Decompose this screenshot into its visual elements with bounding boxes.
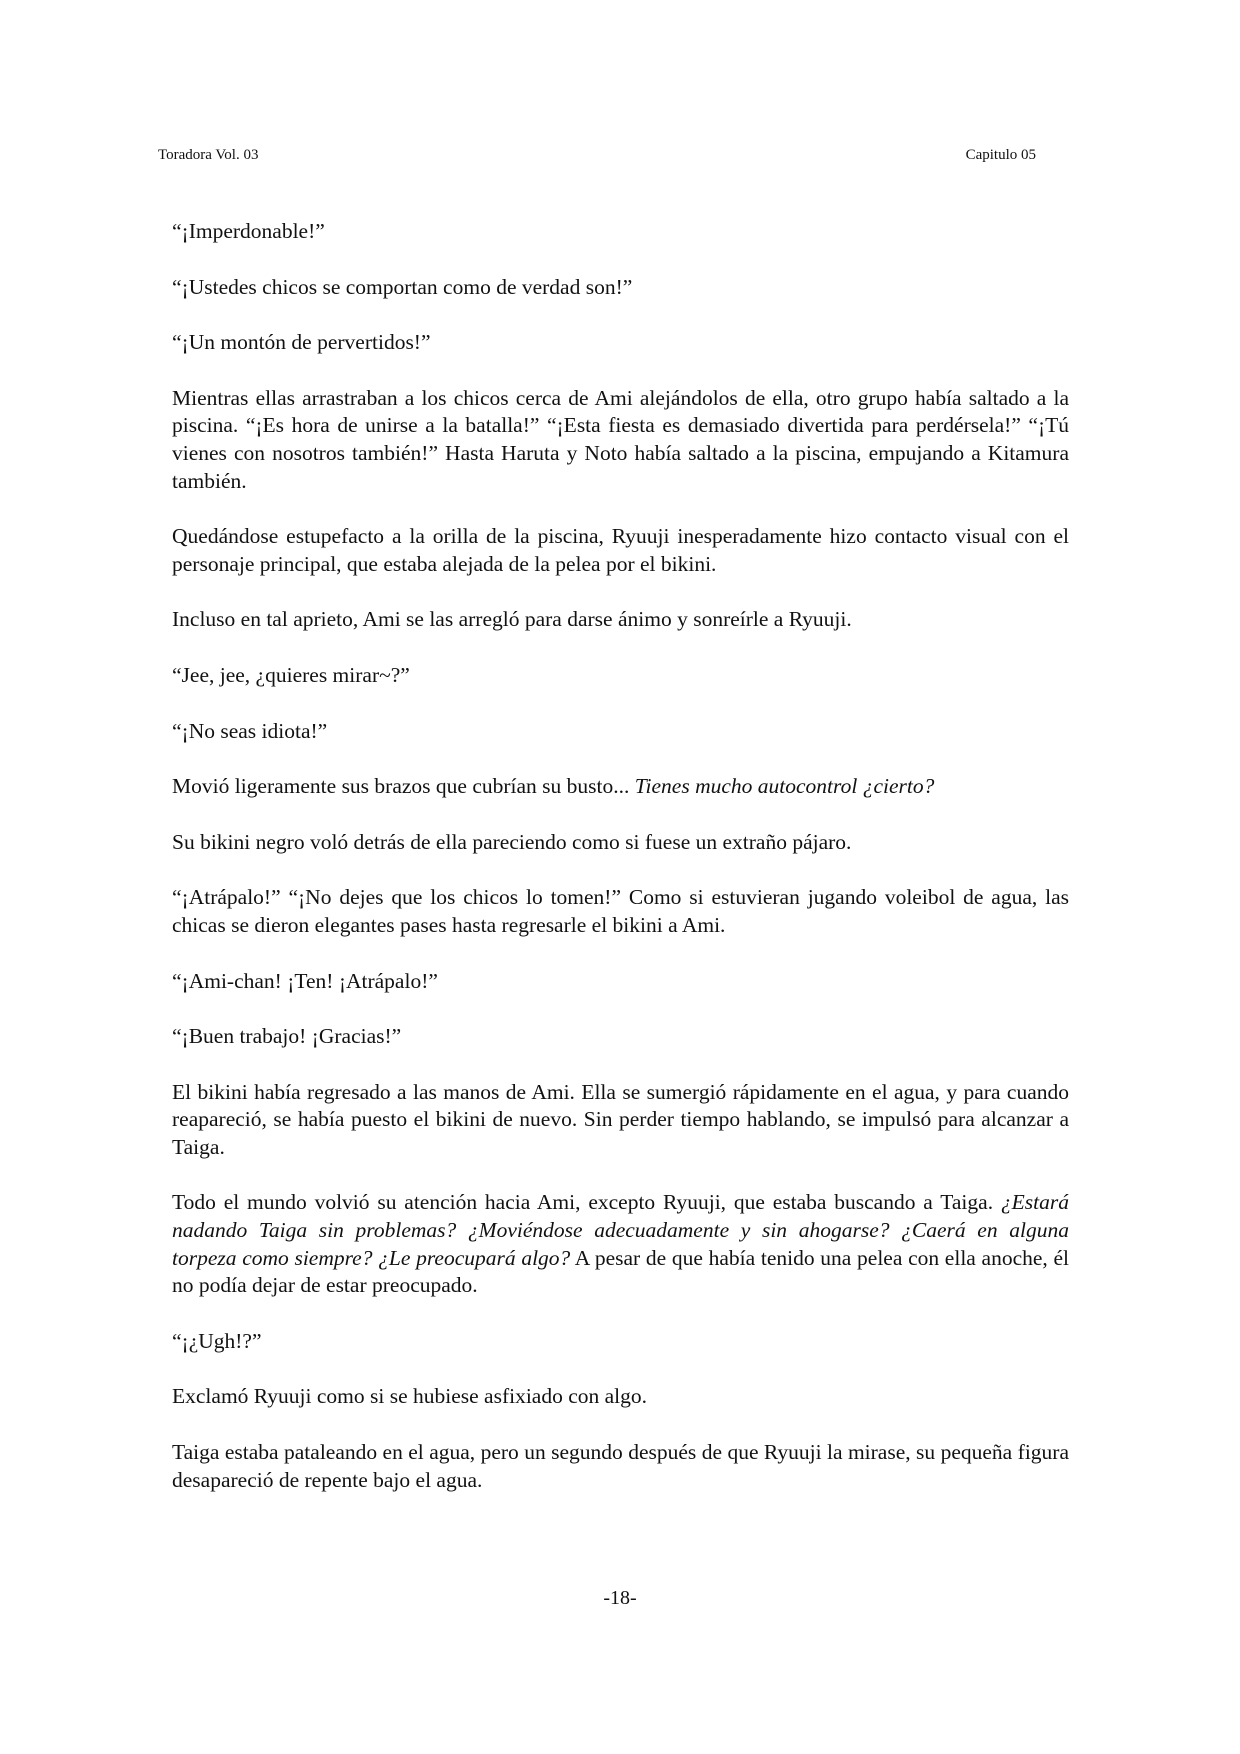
text-run: Incluso en tal aprieto, Ami se las arregló para darse ánimo y sonreírle a Ryuuji. [172, 607, 852, 632]
text-run: Quedándose estupefacto a la orilla de la piscina, Ryuuji inesperadamente hizo contacto visual con el personaje principal, que estaba alejada de la pelea por el bikini. [172, 524, 1069, 576]
text-run: “¡Atrápalo!” “¡No dejes que los chicos lo tomen!” Como si estuvieran jugando voleibol de agua, las chicas se dieron elegantes pases hasta regresarle el bikini a Ami. [172, 885, 1069, 937]
body-text [172, 218, 1069, 1522]
paragraph [172, 1439, 1069, 1494]
paragraph [172, 523, 1069, 578]
text-run: El bikini había regresado a las manos de Ami. Ella se sumergió rápidamente en el agua, y para cuando reapareció, se había puesto el bikini de nuevo. Sin perder tiempo hablando, se impulsó para alcanzar a Taiga. [172, 1079, 1069, 1159]
running-header [158, 146, 1036, 164]
header-book-title: Toradora Vol. 03 [158, 147, 259, 163]
text-run: “Jee, jee, ¿quieres mirar~?” [172, 662, 410, 687]
text-run: “¡No seas idiota!” [172, 718, 328, 743]
paragraph [172, 1023, 1069, 1051]
paragraph [172, 718, 1069, 746]
text-run: Taiga estaba pataleando en el agua, pero un segundo después de que Ryuuji la mirase, su pequeña figura desapareció de repente bajo el agua. [172, 1440, 1069, 1492]
italic-text: ¿Estará nadando Taiga sin problemas? ¿Moviéndose adecuadamente y sin ahogarse? ¿Caerá en alguna torpeza como siempre? ¿Le preocupará algo? [172, 1190, 1069, 1270]
text-run: “¡Ami-chan! ¡Ten! ¡Atrápalo!” [172, 968, 438, 993]
paragraph [172, 606, 1069, 634]
text-run: Mientras ellas arrastraban a los chicos cerca de Ami alejándolos de ella, otro grupo había saltado a la piscina. “¡Es hora de unirse a la batalla!” “¡Esta fiesta es demasiado divertida para perdérsela!” “¡Tú vienes con nosotros también!” Hasta Haruta y Noto había saltado a la piscina, empujando a Kitamura también. [172, 385, 1069, 493]
text-run: Todo el mundo volvió su atención hacia Ami, excepto Ryuuji, que estaba buscando a Taiga. [172, 1190, 1001, 1215]
text-run: Movió ligeramente sus brazos que cubrían su busto... [172, 774, 635, 799]
italic-text: Tienes mucho autocontrol ¿cierto? [634, 774, 935, 799]
text-run: Exclamó Ryuuji como si se hubiese asfixiado con algo. [172, 1384, 648, 1409]
paragraph [172, 968, 1069, 996]
text-run: Su bikini negro voló detrás de ella pareciendo como si fuese un extraño pájaro. [172, 829, 852, 854]
paragraph [172, 884, 1069, 939]
header-chapter: Capitulo 05 [965, 147, 1036, 163]
text-run: A pesar de que había tenido una pelea con ella anoche, él no podía dejar de estar preocupado. [172, 1245, 1069, 1298]
paragraph [172, 274, 1069, 302]
paragraph [172, 1189, 1069, 1299]
paragraph [172, 329, 1069, 357]
page-number: -18- [603, 1587, 637, 1609]
text-run: “¡Ustedes chicos se comportan como de verdad son!” [172, 274, 633, 299]
paragraph [172, 662, 1069, 690]
paragraph [172, 1328, 1069, 1356]
text-run: “¡¿Ugh!?” [172, 1328, 262, 1353]
paragraph [172, 218, 1069, 246]
paragraph [172, 829, 1069, 857]
paragraph [172, 1383, 1069, 1411]
paragraph [172, 385, 1069, 495]
text-run: “¡Imperdonable!” [172, 219, 325, 243]
text-run: “¡Un montón de pervertidos!” [172, 330, 431, 355]
text-run: “¡Buen trabajo! ¡Gracias!” [172, 1024, 402, 1049]
paragraph [172, 773, 1069, 801]
paragraph [172, 1079, 1069, 1162]
